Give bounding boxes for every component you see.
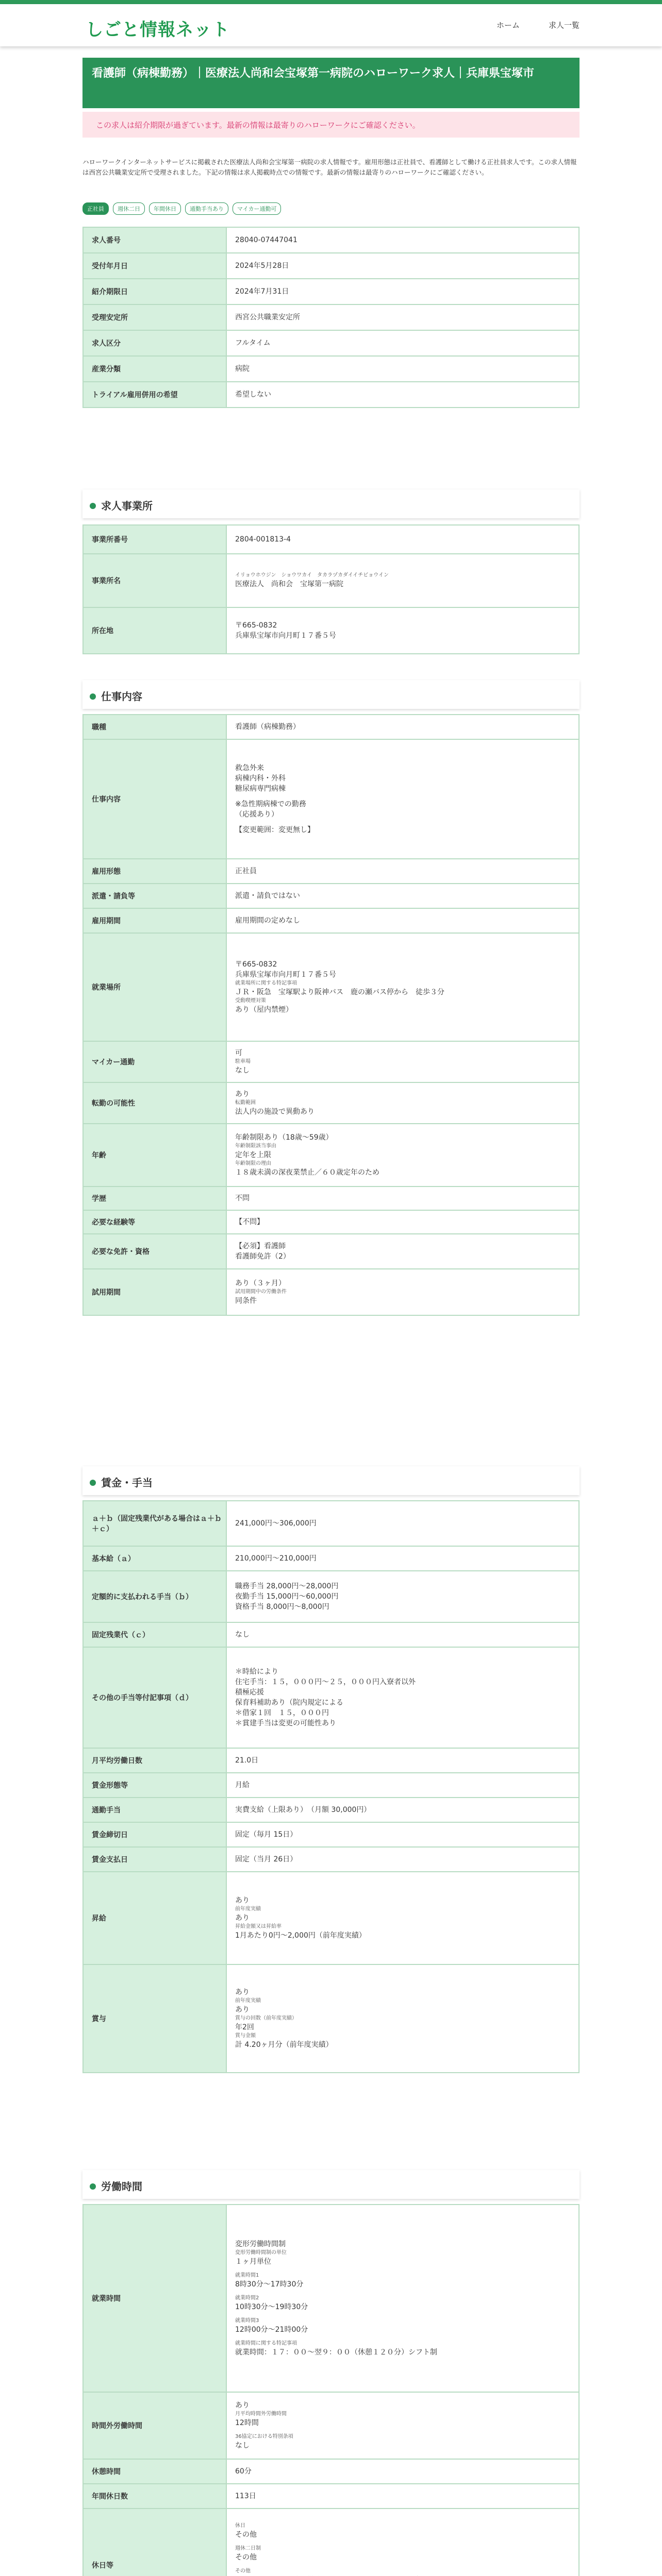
row-label: 事業所名 bbox=[83, 554, 226, 607]
row-label: 産業分類 bbox=[83, 356, 226, 382]
row-label: トライアル雇用併用の希望 bbox=[83, 382, 226, 408]
bullet-icon bbox=[90, 693, 96, 700]
row-label: ａ＋ｂ（固定残業代がある場合はａ＋ｂ＋ｃ） bbox=[83, 1501, 226, 1546]
row-value: 可 駐車場 なし bbox=[226, 1041, 579, 1082]
row-value: 年齢制限あり（18歳〜59歳） 年齢制限該当事由 定年を上限 年齢制限の理由 １８歳未満の深夜業禁止／６０歳定年のため bbox=[226, 1124, 579, 1187]
bullet-icon bbox=[90, 2183, 96, 2190]
row-label: 受付年月日 bbox=[83, 253, 226, 279]
row-value: 希望しない bbox=[226, 382, 579, 408]
row-label: 試用期間 bbox=[83, 1269, 226, 1315]
row-label: 学歴 bbox=[83, 1187, 226, 1210]
row-value: 2804-001813-4 bbox=[226, 525, 579, 554]
row-value: フルタイム bbox=[226, 330, 579, 356]
row-label: マイカー通勤 bbox=[83, 1041, 226, 1082]
row-label: 求人区分 bbox=[83, 330, 226, 356]
row-value: 休日 その他 週休二日制 その他 その他 bbox=[226, 2509, 579, 2576]
tag-item: 年間休日 bbox=[149, 202, 181, 215]
row-value: 113日 bbox=[226, 2484, 579, 2509]
row-value: 28040-07447041 bbox=[226, 227, 579, 253]
tag-item: 通勤手当あり bbox=[185, 202, 228, 215]
row-label: 転勤の可能性 bbox=[83, 1082, 226, 1124]
tag-list bbox=[82, 202, 281, 215]
bullet-icon bbox=[90, 503, 96, 509]
row-value: あり（３ヶ月） 試用期間中の労働条件 同条件 bbox=[226, 1269, 579, 1315]
row-value: 241,000円〜306,000円 bbox=[226, 1501, 579, 1546]
row-value: 不問 bbox=[226, 1187, 579, 1210]
row-label: 昇給 bbox=[83, 1872, 226, 1964]
bullet-icon bbox=[90, 1480, 96, 1486]
row-label: 就業場所 bbox=[83, 933, 226, 1041]
row-value: 210,000円〜210,000円 bbox=[226, 1546, 579, 1571]
row-value: 【不問】 bbox=[226, 1210, 579, 1234]
row-value: 変形労働時間制 変形労働時間制の単位 １ヶ月単位 就業時間1 8時30分〜17時30分 就業時間2 10時30分〜19時30分 就業時間3 12時00分〜21時00分 就業時間に関する特記事項 就業時間：１７：００〜翌９：００（休憩１２０分）シフト制 bbox=[226, 2205, 579, 2392]
nav-job-list-link[interactable]: 求人一覧 bbox=[548, 21, 580, 30]
row-value: 医療法人 尚和会 宝塚第一病院 bbox=[235, 580, 343, 588]
row-value: 派遣・請負ではない bbox=[226, 884, 579, 908]
row-value: 実費支給（上限あり） （月額 30,000円） bbox=[226, 1798, 579, 1822]
row-value: 固定（毎月 15日） bbox=[226, 1822, 579, 1847]
row-label: 年間休日数 bbox=[83, 2484, 226, 2509]
expired-notice: この求人は紹介期限が過ぎています。最新の情報は最寄りのハローワークにご確認ください。 bbox=[82, 112, 580, 138]
row-label: 職種 bbox=[83, 715, 226, 739]
row-value: あり 月平均時間外労働時間 12時間 36協定における特別条項 なし bbox=[226, 2392, 579, 2459]
top-accent-bar bbox=[0, 0, 662, 4]
tag-item: 週休二日 bbox=[113, 202, 145, 215]
tag-item: マイカー通勤可 bbox=[233, 202, 281, 215]
row-value: ＊時給により 住宅手当：１５，０００円〜２５，０００円入寮者以外 積極応援 保育料補助あり（院内規定による ＊借家１回 １５，０００円 ＊賞建手当は変更の可能性あり bbox=[226, 1647, 579, 1748]
row-label: 雇用期間 bbox=[83, 908, 226, 933]
hours-table bbox=[82, 2204, 580, 2576]
row-value: 救急外来 病棟内科・外科 糖尿病専門病棟 ※急性期病棟での勤務 （応援あり） 【変更範囲：変更無し】 bbox=[226, 739, 579, 859]
row-value: 2024年5月28日 bbox=[226, 253, 579, 279]
row-value: 月給 bbox=[226, 1773, 579, 1798]
row-label: 年齢 bbox=[83, 1124, 226, 1187]
row-label: その他の手当等付記事項（ｄ） bbox=[83, 1647, 226, 1748]
row-label: 雇用形態 bbox=[83, 859, 226, 884]
employer-table bbox=[82, 524, 580, 654]
row-label: 賃金支払日 bbox=[83, 1847, 226, 1872]
row-label: 通勤手当 bbox=[83, 1798, 226, 1822]
row-value: 雇用期間の定めなし bbox=[226, 908, 579, 933]
row-label: 事業所番号 bbox=[83, 525, 226, 554]
site-logo[interactable]: しごと情報ネット bbox=[86, 20, 230, 40]
main-nav bbox=[496, 20, 580, 30]
row-value: 病院 bbox=[226, 356, 579, 382]
row-label: 仕事内容 bbox=[83, 739, 226, 859]
row-label: 休日等 bbox=[83, 2509, 226, 2576]
row-label: 必要な免許・資格 bbox=[83, 1234, 226, 1269]
site-header bbox=[0, 4, 662, 46]
row-label: 必要な経験等 bbox=[83, 1210, 226, 1234]
row-value: 〒665-0832 兵庫県宝塚市向月町１７番５号 就業場所に関する特記事項 ＪＲ・阪急 宝塚駅より阪神バス 鹿の瀬バス停から 徒歩３分 受動喫煙対策 あり（屋内禁煙） bbox=[226, 933, 579, 1041]
row-label: 所在地 bbox=[83, 607, 226, 654]
section-heading-wage: 賃金・手当 bbox=[82, 1466, 580, 1495]
row-value: あり 転勤範囲 法人内の施設で異動あり bbox=[226, 1082, 579, 1124]
row-value: 看護師（病棟勤務） bbox=[226, 715, 579, 739]
row-label: 派遣・請負等 bbox=[83, 884, 226, 908]
job-description: ハローワークインターネットサービスに掲載された医療法人尚和会宝塚第一病院の求人情報です。雇用形態は正社員で、看護師として働ける正社員求人です。この求人情報は西宮公共職業安定所で受理されました。下記の情報は求人掲載時点での情報です。最新の情報は最寄りのハローワークにご確認ください。 bbox=[82, 158, 577, 176]
nav-home-link[interactable]: ホーム bbox=[496, 21, 520, 30]
section-heading-employer: 求人事業所 bbox=[82, 489, 580, 518]
row-label: 就業時間 bbox=[83, 2205, 226, 2392]
row-label: 基本給（ａ） bbox=[83, 1546, 226, 1571]
row-value: 職務手当 28,000円〜28,000円 夜勤手当 15,000円〜60,000円 資格手当 8,000円〜8,000円 bbox=[226, 1571, 579, 1622]
row-label: 固定残業代（ｃ） bbox=[83, 1622, 226, 1647]
row-label: 賃金締切日 bbox=[83, 1822, 226, 1847]
row-value: 【必須】看護師 看護師免許（2） bbox=[226, 1234, 579, 1269]
row-label: 受理安定所 bbox=[83, 304, 226, 330]
row-label: 時間外労働時間 bbox=[83, 2392, 226, 2459]
row-value: あり 前年度実績 あり 昇給金額又は昇給率 1月あたり0円〜2,000円（前年度実績） bbox=[226, 1872, 579, 1964]
row-value: なし bbox=[226, 1622, 579, 1647]
wage-table bbox=[82, 1500, 580, 2073]
row-label: 求人番号 bbox=[83, 227, 226, 253]
row-label: 月平均労働日数 bbox=[83, 1748, 226, 1773]
postal-code: 〒665-0832 bbox=[235, 621, 277, 630]
basic-info-table bbox=[82, 227, 580, 408]
employer-kana: イリョウホウジン ショウワカイ タカラヅカダイイチビョウイン bbox=[235, 572, 389, 578]
row-label: 定額的に支払われる手当（ｂ） bbox=[83, 1571, 226, 1622]
row-value: 2024年7月31日 bbox=[226, 279, 579, 304]
row-value: 21.0日 bbox=[226, 1748, 579, 1773]
row-label: 休憩時間 bbox=[83, 2459, 226, 2484]
row-value: 60分 bbox=[226, 2459, 579, 2484]
row-label: 賃金形態等 bbox=[83, 1773, 226, 1798]
row-label: 紹介期限日 bbox=[83, 279, 226, 304]
section-heading-hours: 労働時間 bbox=[82, 2170, 580, 2199]
work-table bbox=[82, 714, 580, 1316]
row-value: 固定（当月 26日） bbox=[226, 1847, 579, 1872]
row-value: 西宮公共職業安定所 bbox=[226, 304, 579, 330]
tag-item: 正社員 bbox=[82, 202, 109, 215]
address: 兵庫県宝塚市向月町１７番５号 bbox=[235, 632, 336, 640]
row-value: あり 前年度実績 あり 賞与の回数（前年度実績） 年2回 賞与金額 計 4.20ヶ月分（前年度実績） bbox=[226, 1964, 579, 2073]
row-label: 賞与 bbox=[83, 1964, 226, 2073]
row-value: 正社員 bbox=[226, 859, 579, 884]
job-title: 看護師（病棟勤務）｜医療法人尚和会宝塚第一病院のハローワーク求人｜兵庫県宝塚市 bbox=[82, 58, 580, 108]
section-heading-work: 仕事内容 bbox=[82, 680, 580, 709]
